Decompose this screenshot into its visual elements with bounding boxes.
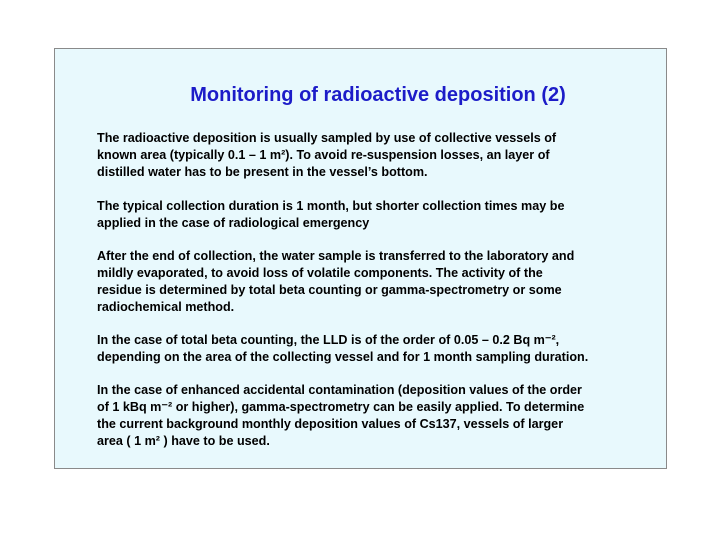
text-line: known area (typically 0.1 – 1 m²). To avoid re-suspension losses, an layer of xyxy=(97,148,550,162)
text-line: In the case of total beta counting, the LLD is of the order of 0.05 – 0.2 Bq m⁻², xyxy=(97,333,560,347)
paragraph-accidental xyxy=(97,382,584,450)
text-line: depending on the area of the collecting vessel and for 1 month sampling duration. xyxy=(97,350,589,364)
paragraph-sampling xyxy=(97,130,556,181)
text-line: The radioactive deposition is usually sampled by use of collective vessels of xyxy=(97,131,557,145)
text-line: In the case of enhanced accidental contamination (deposition values of the order xyxy=(97,383,582,397)
text-line: After the end of collection, the water sample is transferred to the laboratory and xyxy=(97,249,575,263)
text-line: The typical collection duration is 1 month, but shorter collection times may be xyxy=(97,199,565,213)
text-line: area ( 1 m² ) have to be used. xyxy=(97,434,270,448)
text-line: radiochemical method. xyxy=(97,300,235,314)
text-line: of 1 kBq m⁻² or higher), gamma-spectrometry can be easily applied. To determine xyxy=(97,400,585,414)
text-line: distilled water has to be present in the vessel’s bottom. xyxy=(97,165,428,179)
slide-title: Monitoring of radioactive deposition (2) xyxy=(190,84,566,106)
paragraph-duration xyxy=(97,198,564,232)
text-line: applied in the case of radiological emergency xyxy=(97,216,370,230)
paragraph-analysis xyxy=(97,248,574,316)
text-line: the current background monthly deposition values of Cs137, vessels of larger xyxy=(97,417,564,431)
text-line: residue is determined by total beta counting or gamma-spectrometry or some xyxy=(97,283,562,297)
paragraph-lld xyxy=(97,332,588,366)
text-line: mildly evaporated, to avoid loss of volatile components. The activity of the xyxy=(97,266,543,280)
